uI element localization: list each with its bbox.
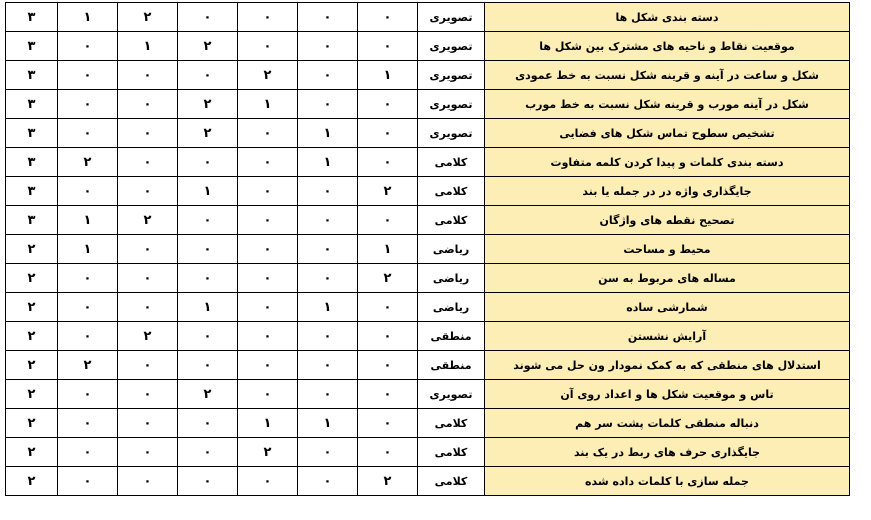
count-cell: ۰ (178, 148, 238, 177)
topic-name-cell: محیط و مساحت (485, 235, 850, 264)
count-cell: ۱ (238, 409, 298, 438)
count-cell: ۲ (178, 380, 238, 409)
count-cell: ۰ (238, 119, 298, 148)
count-cell: ۰ (298, 3, 358, 32)
category-cell: کلامی (418, 438, 485, 467)
count-cell: ۲ (358, 177, 418, 206)
total-cell: ۳ (6, 148, 58, 177)
table-row (6, 467, 850, 496)
count-cell: ۱ (298, 293, 358, 322)
count-cell: ۰ (238, 3, 298, 32)
count-cell: ۰ (238, 32, 298, 61)
count-cell: ۰ (358, 322, 418, 351)
count-cell: ۰ (118, 148, 178, 177)
table-row (6, 61, 850, 90)
count-cell: ۰ (178, 235, 238, 264)
table-row (6, 293, 850, 322)
count-cell: ۰ (118, 235, 178, 264)
count-cell: ۰ (238, 177, 298, 206)
count-cell: ۰ (178, 61, 238, 90)
total-cell: ۲ (6, 467, 58, 496)
table-row (6, 380, 850, 409)
category-cell: تصویری (418, 119, 485, 148)
count-cell: ۱ (358, 61, 418, 90)
count-cell: ۰ (298, 61, 358, 90)
total-cell: ۳ (6, 90, 58, 119)
count-cell: ۰ (118, 467, 178, 496)
count-cell: ۰ (358, 438, 418, 467)
topic-name-cell: مساله های مربوط به سن (485, 264, 850, 293)
count-cell: ۰ (238, 293, 298, 322)
count-cell: ۰ (58, 380, 118, 409)
count-cell: ۰ (298, 177, 358, 206)
count-cell: ۰ (118, 61, 178, 90)
count-cell: ۰ (178, 351, 238, 380)
count-cell: ۲ (238, 61, 298, 90)
count-cell: ۰ (358, 3, 418, 32)
table-row (6, 119, 850, 148)
topic-name-cell: تاس و موقعیت شکل ها و اعداد روی آن (485, 380, 850, 409)
table-body (6, 3, 850, 496)
total-cell: ۳ (6, 119, 58, 148)
table-row (6, 409, 850, 438)
count-cell: ۰ (58, 90, 118, 119)
count-cell: ۰ (298, 351, 358, 380)
count-cell: ۰ (58, 177, 118, 206)
category-cell: کلامی (418, 177, 485, 206)
count-cell: ۰ (118, 351, 178, 380)
count-cell: ۰ (298, 438, 358, 467)
table-row (6, 177, 850, 206)
topic-name-cell: جایگذاری حرف های ربط در یک بند (485, 438, 850, 467)
count-cell: ۲ (58, 351, 118, 380)
count-cell: ۰ (358, 293, 418, 322)
count-cell: ۰ (58, 409, 118, 438)
count-cell: ۱ (178, 293, 238, 322)
count-cell: ۰ (58, 61, 118, 90)
count-cell: ۰ (358, 380, 418, 409)
total-cell: ۲ (6, 322, 58, 351)
count-cell: ۰ (118, 90, 178, 119)
count-cell: ۲ (238, 438, 298, 467)
count-cell: ۰ (58, 438, 118, 467)
table-row (6, 264, 850, 293)
table-row (6, 351, 850, 380)
count-cell: ۲ (118, 206, 178, 235)
category-cell: تصویری (418, 61, 485, 90)
count-cell: ۰ (298, 235, 358, 264)
table-row (6, 206, 850, 235)
topic-name-cell: تشخیص سطوح تماس شکل های فضایی (485, 119, 850, 148)
count-cell: ۰ (118, 409, 178, 438)
table-row (6, 322, 850, 351)
table-row (6, 32, 850, 61)
count-cell: ۰ (358, 90, 418, 119)
count-cell: ۲ (58, 148, 118, 177)
topic-name-cell: موقعیت نقاط و ناحیه های مشترک بین شکل ها (485, 32, 850, 61)
table-row (6, 3, 850, 32)
category-cell: تصویری (418, 3, 485, 32)
count-cell: ۲ (178, 119, 238, 148)
total-cell: ۳ (6, 61, 58, 90)
topic-name-cell: تصحیح نقطه های واژگان (485, 206, 850, 235)
count-cell: ۰ (238, 351, 298, 380)
count-cell: ۰ (58, 264, 118, 293)
total-cell: ۳ (6, 3, 58, 32)
count-cell: ۰ (298, 206, 358, 235)
total-cell: ۲ (6, 235, 58, 264)
count-cell: ۰ (58, 322, 118, 351)
count-cell: ۰ (58, 293, 118, 322)
category-cell: منطقی (418, 351, 485, 380)
count-cell: ۲ (118, 3, 178, 32)
total-cell: ۲ (6, 409, 58, 438)
count-cell: ۰ (118, 177, 178, 206)
count-cell: ۰ (298, 380, 358, 409)
total-cell: ۳ (6, 177, 58, 206)
count-cell: ۱ (178, 177, 238, 206)
topic-table (5, 2, 850, 496)
topic-name-cell: شکل در آینه مورب و قرینه شکل نسبت به خط مورب (485, 90, 850, 119)
topic-name-cell: جمله سازی با کلمات داده شده (485, 467, 850, 496)
count-cell: ۰ (358, 409, 418, 438)
count-cell: ۰ (358, 206, 418, 235)
count-cell: ۰ (178, 409, 238, 438)
count-cell: ۰ (178, 264, 238, 293)
count-cell: ۲ (178, 32, 238, 61)
table-row (6, 235, 850, 264)
total-cell: ۲ (6, 264, 58, 293)
count-cell: ۱ (58, 3, 118, 32)
count-cell: ۰ (118, 438, 178, 467)
count-cell: ۰ (118, 264, 178, 293)
category-cell: تصویری (418, 90, 485, 119)
count-cell: ۰ (358, 351, 418, 380)
count-cell: ۰ (178, 322, 238, 351)
count-cell: ۱ (118, 32, 178, 61)
count-cell: ۰ (358, 148, 418, 177)
count-cell: ۰ (178, 438, 238, 467)
total-cell: ۲ (6, 293, 58, 322)
category-cell: ریاضی (418, 293, 485, 322)
count-cell: ۰ (238, 380, 298, 409)
count-cell: ۲ (178, 90, 238, 119)
count-cell: ۰ (298, 90, 358, 119)
count-cell: ۰ (238, 264, 298, 293)
topic-name-cell: شمارشی ساده (485, 293, 850, 322)
category-cell: تصویری (418, 380, 485, 409)
count-cell: ۰ (238, 322, 298, 351)
count-cell: ۰ (238, 206, 298, 235)
count-cell: ۰ (238, 467, 298, 496)
count-cell: ۱ (298, 119, 358, 148)
category-cell: ریاضی (418, 264, 485, 293)
count-cell: ۱ (58, 235, 118, 264)
category-cell: کلامی (418, 467, 485, 496)
count-cell: ۱ (298, 148, 358, 177)
count-cell: ۰ (298, 322, 358, 351)
topic-name-cell: استدلال های منطقی که به کمک نمودار ون حل می شوند (485, 351, 850, 380)
count-cell: ۰ (178, 3, 238, 32)
topic-name-cell: دسته بندی کلمات و پیدا کردن کلمه متفاوت (485, 148, 850, 177)
count-cell: ۰ (238, 235, 298, 264)
category-cell: منطقی (418, 322, 485, 351)
count-cell: ۲ (358, 264, 418, 293)
count-cell: ۱ (358, 235, 418, 264)
total-cell: ۲ (6, 351, 58, 380)
total-cell: ۳ (6, 32, 58, 61)
topic-name-cell: دسته بندی شکل ها (485, 3, 850, 32)
topic-name-cell: جایگذاری واژه در در جمله یا بند (485, 177, 850, 206)
count-cell: ۰ (118, 380, 178, 409)
topic-name-cell: دنباله منطقی کلمات پشت سر هم (485, 409, 850, 438)
count-cell: ۰ (118, 293, 178, 322)
count-cell: ۲ (118, 322, 178, 351)
category-cell: کلامی (418, 148, 485, 177)
count-cell: ۰ (298, 467, 358, 496)
topic-name-cell: شکل و ساعت در آینه و قرینه شکل نسبت به خط عمودی (485, 61, 850, 90)
count-cell: ۱ (238, 90, 298, 119)
count-cell: ۰ (118, 119, 178, 148)
count-cell: ۲ (358, 467, 418, 496)
count-cell: ۰ (358, 32, 418, 61)
table-row (6, 438, 850, 467)
table-row (6, 148, 850, 177)
category-cell: ریاضی (418, 235, 485, 264)
category-cell: کلامی (418, 409, 485, 438)
count-cell: ۱ (58, 206, 118, 235)
count-cell: ۰ (58, 467, 118, 496)
category-cell: کلامی (418, 206, 485, 235)
count-cell: ۰ (358, 119, 418, 148)
count-cell: ۱ (298, 409, 358, 438)
count-cell: ۰ (178, 206, 238, 235)
count-cell: ۰ (178, 467, 238, 496)
count-cell: ۰ (58, 32, 118, 61)
total-cell: ۲ (6, 438, 58, 467)
category-cell: تصویری (418, 32, 485, 61)
total-cell: ۳ (6, 206, 58, 235)
count-cell: ۰ (298, 32, 358, 61)
total-cell: ۲ (6, 380, 58, 409)
table-row (6, 90, 850, 119)
count-cell: ۰ (298, 264, 358, 293)
topic-name-cell: آرایش نشستن (485, 322, 850, 351)
count-cell: ۰ (58, 119, 118, 148)
count-cell: ۰ (238, 148, 298, 177)
